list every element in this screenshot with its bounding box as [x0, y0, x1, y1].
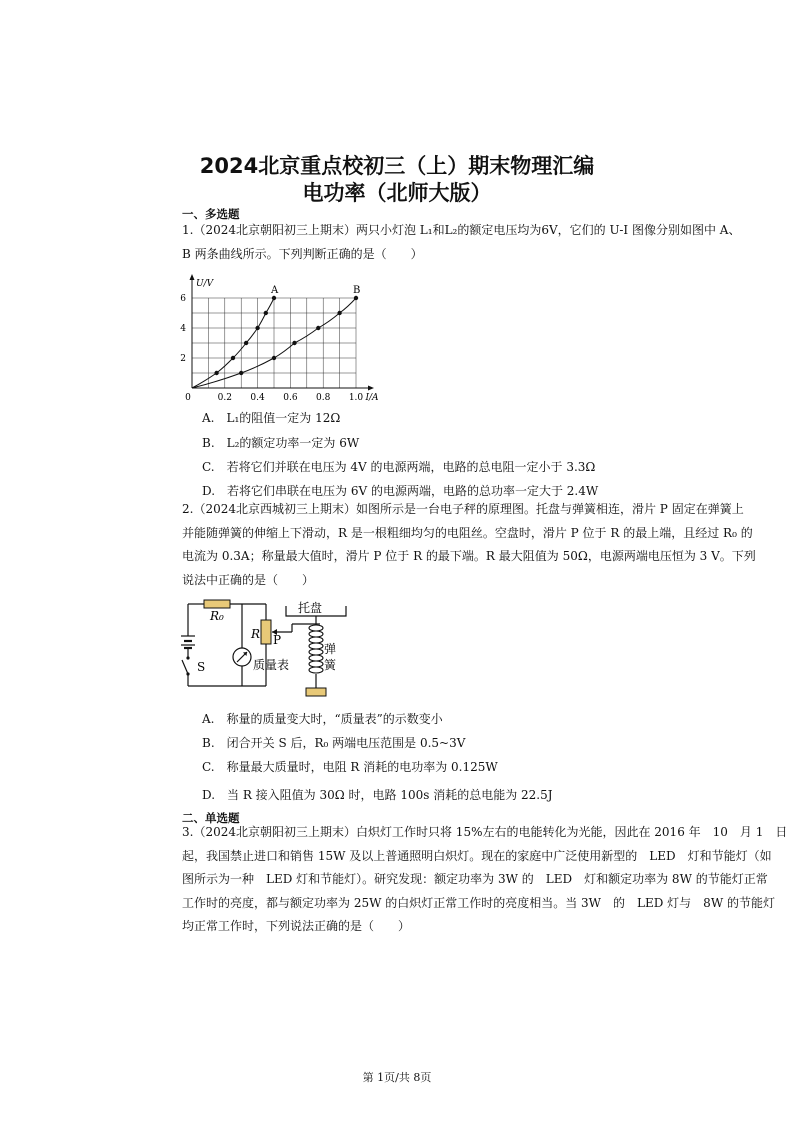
- x-tick-label: 0: [185, 393, 191, 403]
- series-A-point: [231, 356, 235, 360]
- q3-stem: [182, 821, 788, 939]
- y-axis-arrow: [190, 274, 195, 280]
- q1-line-2: B 两条曲线所示。下列判断正确的是（ ）: [182, 246, 423, 261]
- y-axis-label: U/V: [196, 279, 214, 289]
- r-resistor: [261, 620, 271, 644]
- q2-line-3: 电流为 0.3A；称量最大值时，滑片 P 位于 R 的最下端。R 最大阻值为 50Ω，电源两端电压恒为 3 V。下列: [182, 549, 756, 563]
- x-tick-label: 0.2: [217, 393, 232, 403]
- series-B-label: B: [353, 285, 361, 296]
- q1-line-1: 1.（2024北京朝阳初三上期末）两只小灯泡 L₁和L₂的额定电压均为6V，它们的 U-I 图像分别如图中 A、: [182, 223, 741, 237]
- label-spring-1: 弹: [324, 642, 337, 656]
- label-meter: 质量表: [253, 658, 290, 672]
- label-r0: R₀: [210, 609, 224, 623]
- scale-circuit-diagram: [180, 596, 360, 706]
- chart-marks: [192, 285, 360, 388]
- q3-line-4: 工作时的亮度，都与额定功率为 25W 的白炽灯正常工作时的亮度相当。当 3W 的 LED 灯与 8W 的节能灯: [182, 895, 775, 910]
- label-r: R: [251, 627, 261, 641]
- x-tick-label: 1.0: [348, 393, 364, 403]
- q1-option-a: A. L₁的阻值一定为 12Ω: [202, 411, 341, 425]
- doc-subtitle: 电功率（北师大版）: [302, 181, 492, 205]
- y-tick-label: 4: [180, 324, 186, 334]
- series-A-point: [214, 371, 218, 375]
- ui-chart: [178, 265, 388, 405]
- series-B-point: [292, 341, 296, 345]
- x-tick-label: 0.8: [316, 393, 331, 403]
- section-multi-choice: 一、多选题: [182, 207, 240, 221]
- switch-s: [182, 660, 188, 674]
- series-A-point: [264, 311, 268, 315]
- x-axis-arrow: [368, 386, 374, 391]
- x-axis-label: I/A: [365, 393, 379, 403]
- section-single-choice: 二、单选题: [182, 811, 240, 825]
- q2-stem: [182, 498, 772, 592]
- doc-title: 2024北京重点校初三（上）期末物理汇编: [199, 154, 595, 178]
- x-tick-label: 0.6: [283, 393, 298, 403]
- x-tick-label: 0.4: [250, 393, 265, 403]
- spring-base: [306, 688, 326, 696]
- q1-stem: [182, 219, 772, 266]
- y-tick-label: 2: [180, 354, 186, 364]
- series-B-point: [239, 371, 243, 375]
- series-A-point: [272, 296, 276, 300]
- label-spring-2: 簧: [324, 658, 337, 672]
- r0-resistor: [204, 600, 230, 608]
- spring: [309, 625, 323, 673]
- q2-option-d: D. 当 R 接入阻值为 30Ω 时，电路 100s 消耗的总电能为 22.5J: [202, 788, 553, 802]
- q2-option-a: A. 称量的质量变大时，“质量表”的示数变小: [202, 712, 443, 726]
- q3-line-5: 均正常工作时，下列说法正确的是（ ）: [182, 919, 411, 933]
- q2-line-4: 说法中正确的是（ ）: [182, 572, 315, 587]
- label-tray: 托盘: [298, 601, 323, 615]
- q1-option-c: C. 若将它们并联在电压为 4V 的电源两端，电路的总电阻一定小于 3.3Ω: [202, 460, 596, 474]
- q3-line-3: 图所示为一种 LED 灯和节能灯）。研究发现：额定功率为 3W 的 LED 灯和额定功率为 8W 的节能灯正常: [182, 872, 768, 886]
- q2-option-b: B. 闭合开关 S 后，R₀ 两端电压范围是 0.5~3V: [202, 736, 466, 750]
- q2-line-2: 并能随弹簧的伸缩上下滑动，R 是一根粗细均匀的电阻丝。空盘时，滑片 P 位于 R 的最上端，且经过 R₀ 的: [182, 525, 753, 540]
- series-B-point: [316, 326, 320, 330]
- page-footer: 第 1页/共 8页: [362, 1071, 432, 1084]
- q3-line-2: 起，我国禁止进口和销售 15W 及以上普通照明白炽灯。现在的家庭中广泛使用新型的 LED 灯和节能灯（如: [182, 848, 772, 863]
- label-p: P: [273, 633, 282, 647]
- series-B-point: [272, 356, 276, 360]
- q2-option-c: C. 称量最大质量时，电阻 R 消耗的电功率为 0.125W: [202, 760, 498, 774]
- q2-line-1: 2.（2024北京西城初三上期末）如图所示是一台电子秤的原理图。托盘与弹簧相连，滑片 P 固定在弹簧上: [182, 502, 744, 516]
- series-B-point: [337, 311, 341, 315]
- q3-line-1: 3.（2024北京朝阳初三上期末）白炽灯工作时只将 15%左右的电能转化为光能，因此在 2016 年 10 月 1 日: [182, 825, 788, 839]
- label-s: S: [197, 660, 206, 674]
- series-B-point: [354, 296, 358, 300]
- q1-option-d: D. 若将它们串联在电压为 6V 的电源两端，电路的总功率一定大于 2.4W: [202, 484, 599, 498]
- series-A-point: [244, 341, 248, 345]
- q1-option-b: B. L₂的额定功率一定为 6W: [202, 436, 360, 450]
- series-A-point: [255, 326, 259, 330]
- series-A-label: A: [271, 285, 279, 296]
- y-tick-label: 6: [180, 294, 186, 304]
